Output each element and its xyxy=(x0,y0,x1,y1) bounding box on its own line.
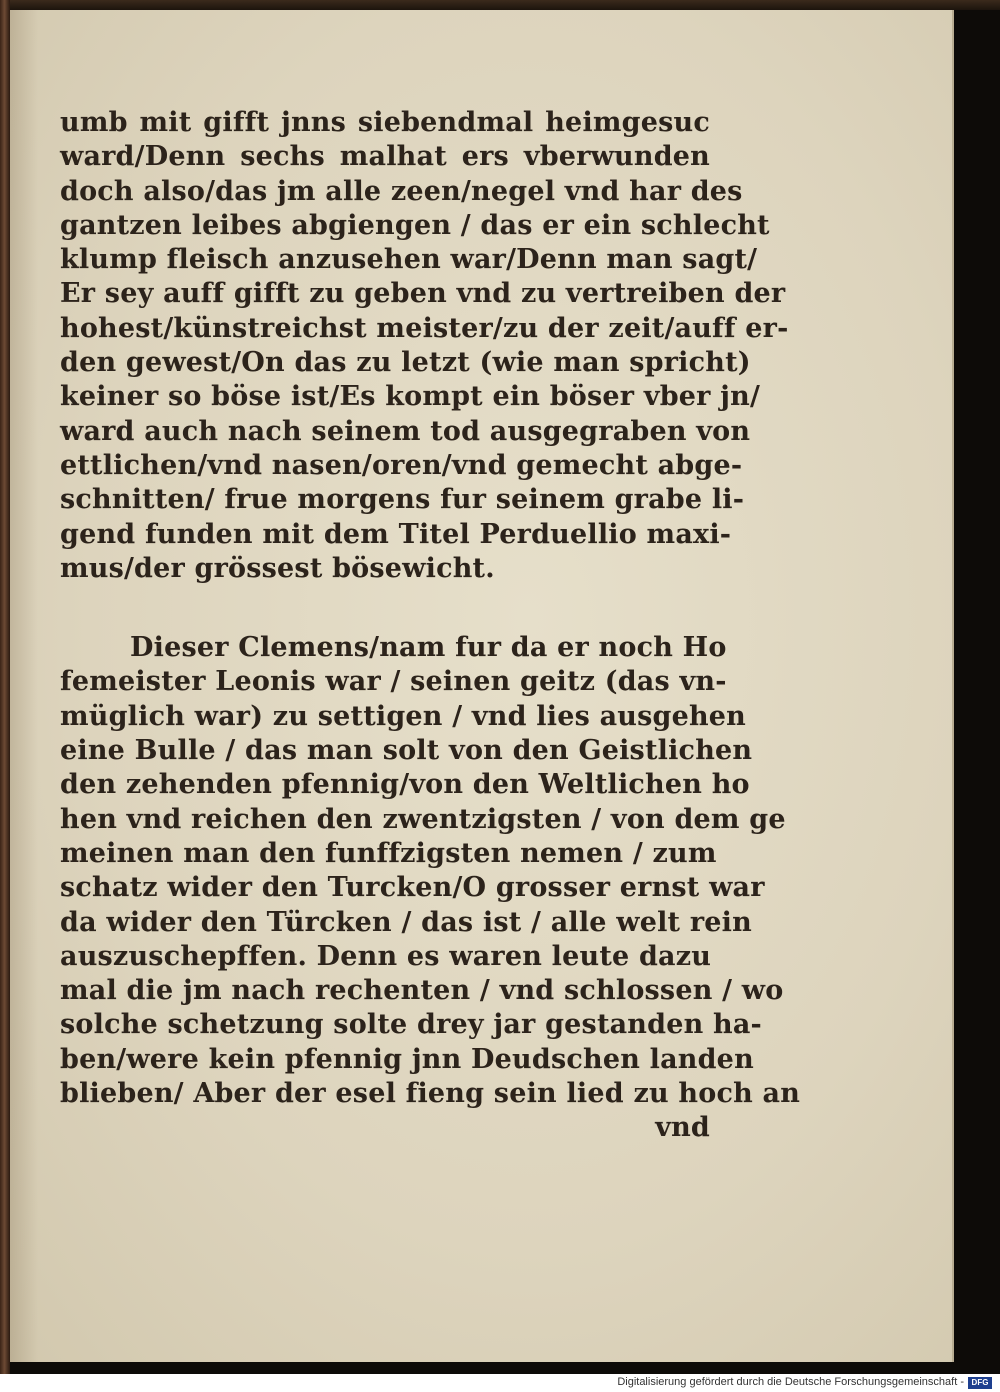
text-line: ettlichen/vnd nasen/oren/vnd gemecht abge- xyxy=(60,449,743,481)
text-line: schatz wider den Turcken/O grosser ernst war xyxy=(60,872,765,904)
text-line: Er sey auff gifft zu geben vnd zu vertreiben der xyxy=(60,278,786,310)
book-top-edge xyxy=(0,0,1000,10)
text-line: auszuschepffen. Denn es waren leute dazu xyxy=(60,940,712,972)
text-line: ward auch nach seinem tod ausgegraben von xyxy=(60,415,751,447)
catchword: vnd xyxy=(655,1112,710,1144)
text-line: klump fleisch anzusehen war/Denn man sagt/ xyxy=(60,244,758,276)
book-spine-edge xyxy=(0,0,10,1374)
text-line: mal die jm nach rechenten / vnd schlossen / wo xyxy=(60,975,784,1007)
text-block xyxy=(60,106,801,1146)
text-line: Dieser Clemens/nam fur da er noch Ho xyxy=(130,632,727,664)
text-line: blieben/ Aber der esel fieng sein lied zu hoch an xyxy=(60,1078,801,1110)
text-line: da wider den Türcken / das ist / alle welt rein xyxy=(60,906,752,938)
text-line: gantzen leibes abgiengen / das er ein schlecht xyxy=(60,209,770,241)
footer-bar xyxy=(0,1374,1000,1392)
text-line: femeister Leonis war / seinen geitz (das vn- xyxy=(60,666,727,698)
text-line: mus/der grössest bösewicht. xyxy=(60,552,495,584)
scanned-page xyxy=(10,10,954,1362)
text-line: den zehenden pfennig/von den Weltlichen ho xyxy=(60,769,750,801)
text-line: solche schetzung solte drey jar gestanden ha- xyxy=(60,1009,762,1041)
text-line: doch also/das jm alle zeen/negel vnd har des xyxy=(60,175,743,207)
text-line: umb mit gifft jnns siebendmal heimgesuc xyxy=(60,107,710,138)
text-line: gend funden mit dem Titel Perduellio maxi- xyxy=(60,518,732,550)
text-line: hohest/künstreichst meister/zu der zeit/auff er- xyxy=(60,312,789,344)
text-line: schnitten/ frue morgens fur seinem grabe li- xyxy=(60,484,745,516)
text-line: hen vnd reichen den zwentzigsten / von dem ge xyxy=(60,803,786,835)
text-line: den gewest/On das zu letzt (wie man spricht) xyxy=(60,347,751,379)
text-line: meinen man den funffzigsten nemen / zum xyxy=(60,837,717,869)
text-line: ben/were kein pfennig jnn Deudschen landen xyxy=(60,1043,754,1075)
paragraph-2 xyxy=(60,631,801,1111)
text-line: keiner so böse ist/Es kompt ein böser vber jn/ xyxy=(60,381,761,413)
paragraph-1 xyxy=(60,106,789,586)
paragraph-gap xyxy=(60,586,710,631)
funding-credit: Digitalisierung gefördert durch die Deutsche Forschungsgemeinschaft - xyxy=(617,1376,964,1388)
text-line: müglich war) zu settigen / vnd lies ausgehen xyxy=(60,700,747,732)
dfg-logo-icon: DFG xyxy=(968,1377,992,1389)
text-line: eine Bulle / das man solt von den Geistlichen xyxy=(60,735,753,767)
text-line: ward/Denn sechs malhat ers vberwunden xyxy=(60,141,710,173)
